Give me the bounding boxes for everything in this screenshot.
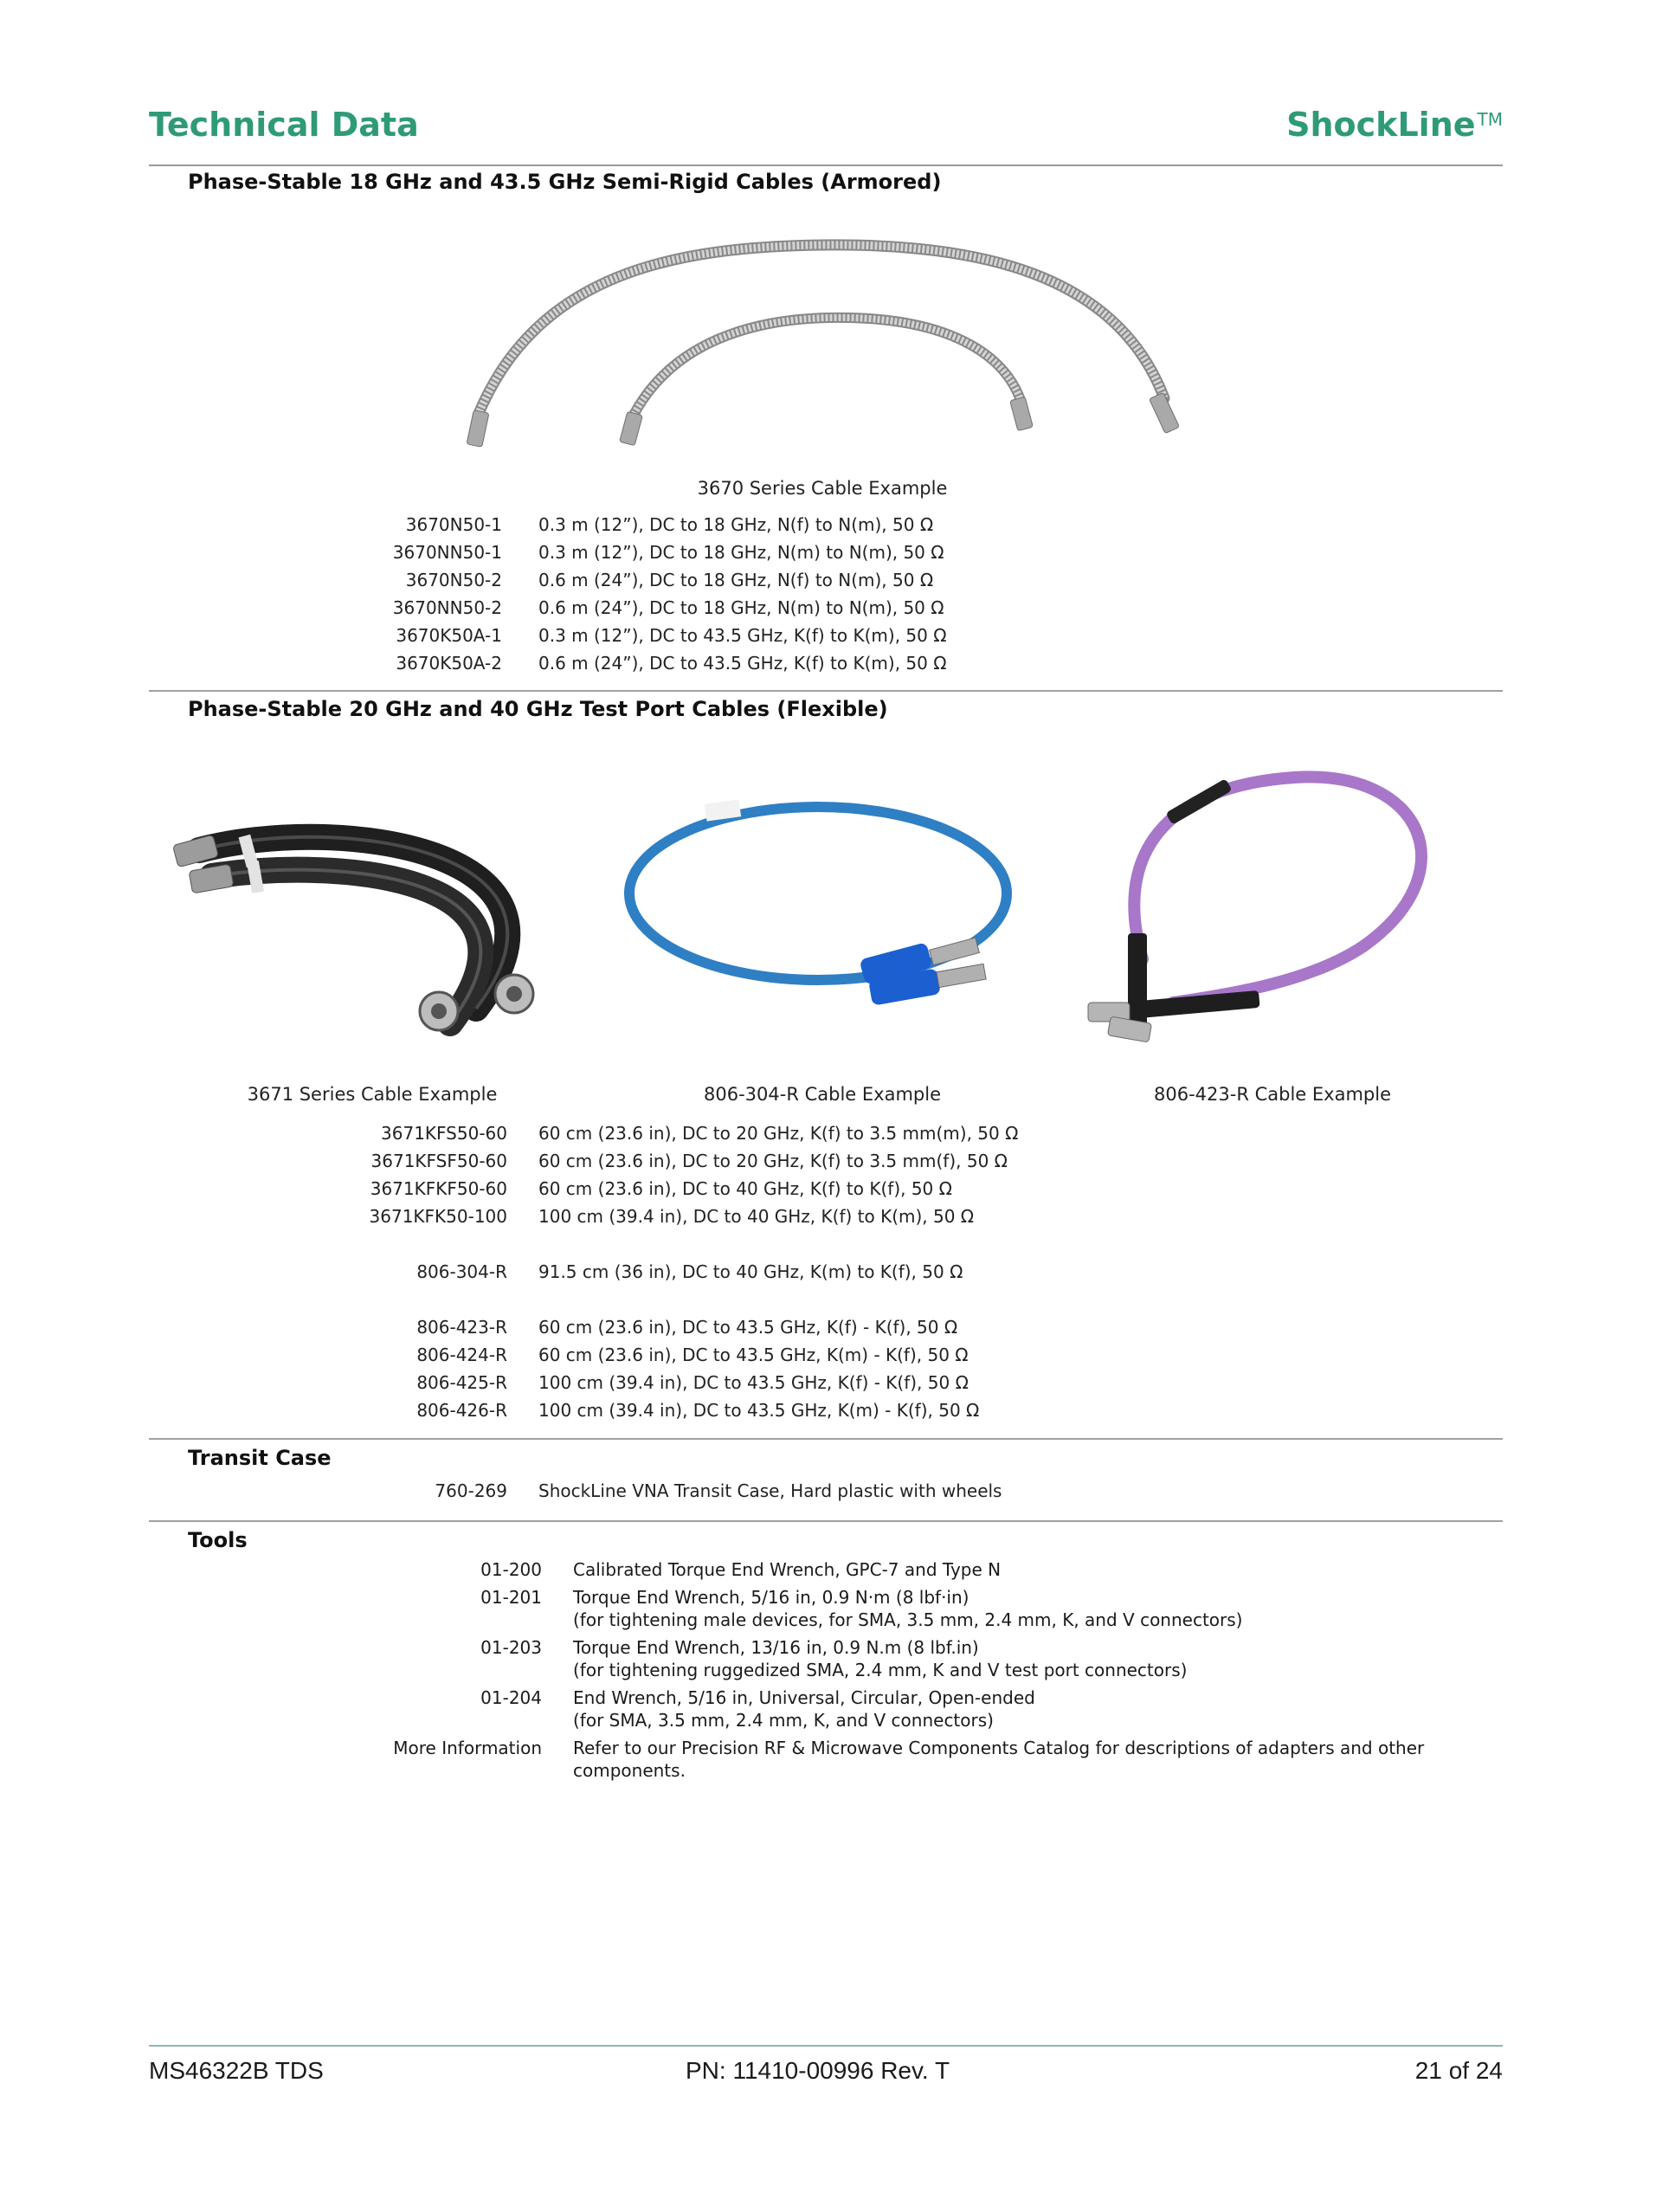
part-number: 3671KFSF50-60 <box>370 1151 507 1171</box>
spec-row <box>173 1396 1018 1424</box>
caption-3670-series: 3670 Series Cable Example <box>697 478 948 499</box>
part-number: 806-424-R <box>416 1345 507 1365</box>
description-line: End Wrench, 5/16 in, Universal, Circular, Open-ended <box>573 1687 1035 1708</box>
section-divider <box>149 1438 1503 1440</box>
section-divider <box>149 690 1503 692</box>
part-number: 01-203 <box>480 1637 542 1658</box>
spec-table-semi-rigid <box>225 511 947 677</box>
part-description: 60 cm (23.6 in), DC to 43.5 GHz, K(f) - K(f), 50 Ω <box>538 1317 958 1338</box>
spec-row <box>225 566 947 594</box>
part-number: 806-423-R <box>416 1317 507 1338</box>
part-description: 60 cm (23.6 in), DC to 43.5 GHz, K(m) - K(f), 50 Ω <box>538 1345 969 1365</box>
part-description <box>573 1686 1456 1732</box>
spec-row <box>225 594 947 622</box>
part-description: 60 cm (23.6 in), DC to 20 GHz, K(f) to 3.5 mm(f), 50 Ω <box>538 1151 1008 1171</box>
footer-doc-id: MS46322B TDS <box>149 2057 324 2084</box>
description-line: Calibrated Torque End Wrench, GPC-7 and Type N <box>573 1559 1002 1580</box>
part-description <box>573 1558 1456 1581</box>
part-description: 0.6 m (24”), DC to 43.5 GHz, K(f) to K(m), 50 Ω <box>538 653 947 674</box>
spec-row <box>173 1341 1018 1369</box>
part-number: 806-426-R <box>416 1400 507 1421</box>
part-number: 3670N50-2 <box>405 570 502 590</box>
description-line: Torque End Wrench, 5/16 in, 0.9 N·m (8 lbf·in) <box>573 1587 970 1608</box>
spec-row <box>173 1175 1018 1203</box>
spec-row <box>173 1258 1018 1286</box>
spec-table-transit-case <box>173 1477 1002 1505</box>
part-description: 0.3 m (12”), DC to 18 GHz, N(m) to N(m), 50 Ω <box>538 542 944 563</box>
part-number: 3670N50-1 <box>405 514 502 535</box>
spec-row <box>173 1203 1018 1230</box>
caption-806-304-r: 806-304-R Cable Example <box>704 1084 941 1105</box>
part-number: 3671KFK50-100 <box>369 1206 507 1227</box>
description-line: Torque End Wrench, 13/16 in, 0.9 N.m (8 lbf.in) <box>573 1637 979 1658</box>
spec-row <box>173 1477 1002 1505</box>
spec-row <box>173 1147 1018 1175</box>
tool-row <box>149 1558 1456 1581</box>
description-line: (for tightening male devices, for SMA, 3.5 mm, 2.4 mm, K, and V connectors) <box>573 1609 1243 1630</box>
section-title-transit-case: Transit Case <box>188 1446 332 1470</box>
section-title-semi-rigid: Phase-Stable 18 GHz and 43.5 GHz Semi-Rigid Cables (Armored) <box>188 170 942 194</box>
806-423-r-cable-image <box>1078 760 1476 1063</box>
3671-cable-image <box>164 796 589 1048</box>
spec-row <box>173 1369 1018 1396</box>
part-description: 91.5 cm (36 in), DC to 40 GHz, K(m) to K(f), 50 Ω <box>538 1261 963 1282</box>
spec-row <box>173 1119 1018 1147</box>
footer-part-number: PN: 11410-00996 Rev. T <box>686 2057 950 2084</box>
tool-row <box>149 1636 1456 1681</box>
section-divider <box>149 1520 1503 1522</box>
page-title: Technical Data <box>149 106 419 144</box>
part-description: ShockLine VNA Transit Case, Hard plastic with wheels <box>538 1480 1002 1501</box>
part-number: 760-269 <box>435 1480 507 1501</box>
tool-row <box>149 1586 1456 1631</box>
part-description <box>573 1636 1456 1681</box>
part-description <box>573 1586 1456 1631</box>
part-number: 01-200 <box>480 1559 542 1580</box>
armored-cable-image <box>459 221 1212 455</box>
part-number: 3670K50A-1 <box>396 625 502 646</box>
part-number: 806-425-R <box>416 1372 507 1393</box>
page-header <box>149 102 1503 166</box>
part-number: 3670K50A-2 <box>396 653 502 674</box>
tool-row <box>149 1686 1456 1732</box>
part-number: 3670NN50-1 <box>392 542 502 563</box>
description-line: Refer to our Precision RF & Microwave Components Catalog for descriptions of adapters and other <box>573 1738 1425 1758</box>
footer-page-number: 21 of 24 <box>1414 2057 1503 2084</box>
page-footer <box>149 2045 1503 2090</box>
806-304-r-cable-image <box>619 796 1026 1022</box>
part-number: 3670NN50-2 <box>392 597 502 618</box>
brand-name <box>1286 106 1503 144</box>
part-description: 60 cm (23.6 in), DC to 20 GHz, K(f) to 3.5 mm(m), 50 Ω <box>538 1123 1019 1144</box>
part-number: 3671KFS50-60 <box>381 1123 507 1144</box>
spec-row <box>225 622 947 649</box>
spec-row <box>225 649 947 677</box>
caption-806-423-r: 806-423-R Cable Example <box>1154 1084 1391 1105</box>
spec-row <box>173 1313 1018 1341</box>
part-description: 60 cm (23.6 in), DC to 40 GHz, K(f) to K(f), 50 Ω <box>538 1178 952 1199</box>
spec-table-flexible <box>173 1119 1018 1424</box>
trademark-mark: TM <box>1477 109 1503 130</box>
part-description: 100 cm (39.4 in), DC to 40 GHz, K(f) to K(m), 50 Ω <box>538 1206 975 1227</box>
tool-row <box>149 1737 1456 1782</box>
tools-table <box>149 1558 1456 1787</box>
part-description: 100 cm (39.4 in), DC to 43.5 GHz, K(m) - K(f), 50 Ω <box>538 1400 980 1421</box>
part-number: 806-304-R <box>416 1261 507 1282</box>
part-number: 01-201 <box>480 1587 542 1608</box>
section-title-flexible: Phase-Stable 20 GHz and 40 GHz Test Port Cables (Flexible) <box>188 697 888 721</box>
part-description: 0.3 m (12”), DC to 18 GHz, N(f) to N(m), 50 Ω <box>538 514 934 535</box>
caption-3671-series: 3671 Series Cable Example <box>247 1084 498 1105</box>
spec-row <box>225 538 947 566</box>
description-line: (for tightening ruggedized SMA, 2.4 mm, K and V test port connectors) <box>573 1660 1188 1680</box>
section-title-tools: Tools <box>188 1528 248 1552</box>
part-number: 3671KFKF50-60 <box>370 1178 507 1199</box>
part-description: 0.6 m (24”), DC to 18 GHz, N(m) to N(m), 50 Ω <box>538 597 944 618</box>
part-number: More Information <box>393 1738 542 1758</box>
description-line: (for SMA, 3.5 mm, 2.4 mm, K, and V connectors) <box>573 1710 994 1731</box>
part-description: 0.3 m (12”), DC to 43.5 GHz, K(f) to K(m), 50 Ω <box>538 625 947 646</box>
brand-text: ShockLine <box>1286 106 1476 144</box>
part-description <box>573 1737 1456 1782</box>
spec-row <box>225 511 947 538</box>
part-number: 01-204 <box>480 1687 542 1708</box>
part-description: 100 cm (39.4 in), DC to 43.5 GHz, K(f) - K(f), 50 Ω <box>538 1372 969 1393</box>
description-line: components. <box>573 1760 686 1781</box>
part-description: 0.6 m (24”), DC to 18 GHz, N(f) to N(m), 50 Ω <box>538 570 934 590</box>
